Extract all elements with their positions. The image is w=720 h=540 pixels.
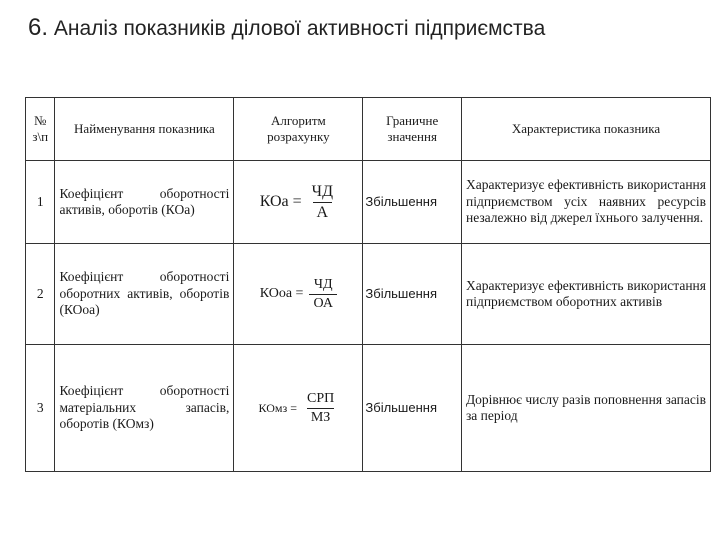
formula	[238, 182, 358, 222]
formula-cell	[234, 345, 363, 472]
formula-denominator: А	[313, 202, 333, 223]
title-number: 6.	[28, 14, 49, 41]
formula-denominator: МЗ	[307, 408, 334, 426]
formula-cell	[234, 161, 363, 244]
indicator-name: Коефіцієнт оборотності матеріальних запасів, оборотів (КОмз)	[55, 345, 234, 472]
title-text: Аналіз показників ділової активності підприємства	[53, 17, 546, 40]
bound-value: Збільшення	[363, 244, 462, 345]
page-title	[28, 14, 708, 42]
header-name: Найменування показника	[55, 98, 234, 161]
formula-lhs: КОоа =	[259, 286, 304, 302]
formula-fraction	[303, 390, 338, 425]
bound-value: Збільшення	[363, 345, 462, 472]
indicator-name: Коефіцієнт оборотності оборотних активів, оборотів (КОоа)	[55, 244, 234, 345]
formula-numerator: ЧД	[311, 182, 333, 200]
formula-fraction	[309, 276, 337, 311]
table-row	[26, 244, 711, 345]
formula-cell	[234, 244, 363, 345]
formula	[238, 390, 358, 425]
formula-denominator: ОА	[309, 294, 337, 312]
formula-numerator: СРП	[306, 391, 335, 407]
formula-fraction	[308, 182, 337, 222]
indicator-description: Характеризує ефективність використання підприємством оборотних активів	[461, 244, 710, 345]
indicator-description: Характеризує ефективність використання підприємством усіх наявних ресурсів незалежно від джерел їхнього залучення.	[461, 161, 710, 244]
formula-lhs: КОа =	[259, 193, 302, 211]
row-number: 3	[26, 345, 55, 472]
row-number: 1	[26, 161, 55, 244]
header-description: Характеристика показника	[461, 98, 710, 161]
bound-value: Збільшення	[363, 161, 462, 244]
formula-lhs: КОмз =	[258, 400, 297, 415]
header-number: № з\п	[26, 98, 55, 161]
indicator-description: Дорівнює числу разів поповнення запасів за період	[461, 345, 710, 472]
indicator-name: Коефіцієнт оборотності активів, оборотів (КОа)	[55, 161, 234, 244]
formula	[238, 276, 358, 311]
indicators-table	[25, 97, 711, 472]
table-header-row	[26, 98, 711, 161]
table-row	[26, 345, 711, 472]
row-number: 2	[26, 244, 55, 345]
header-formula: Алгоритм розрахунку	[234, 98, 363, 161]
table-row	[26, 161, 711, 244]
formula-numerator: ЧД	[313, 277, 333, 293]
header-bound: Граничне значення	[363, 98, 462, 161]
